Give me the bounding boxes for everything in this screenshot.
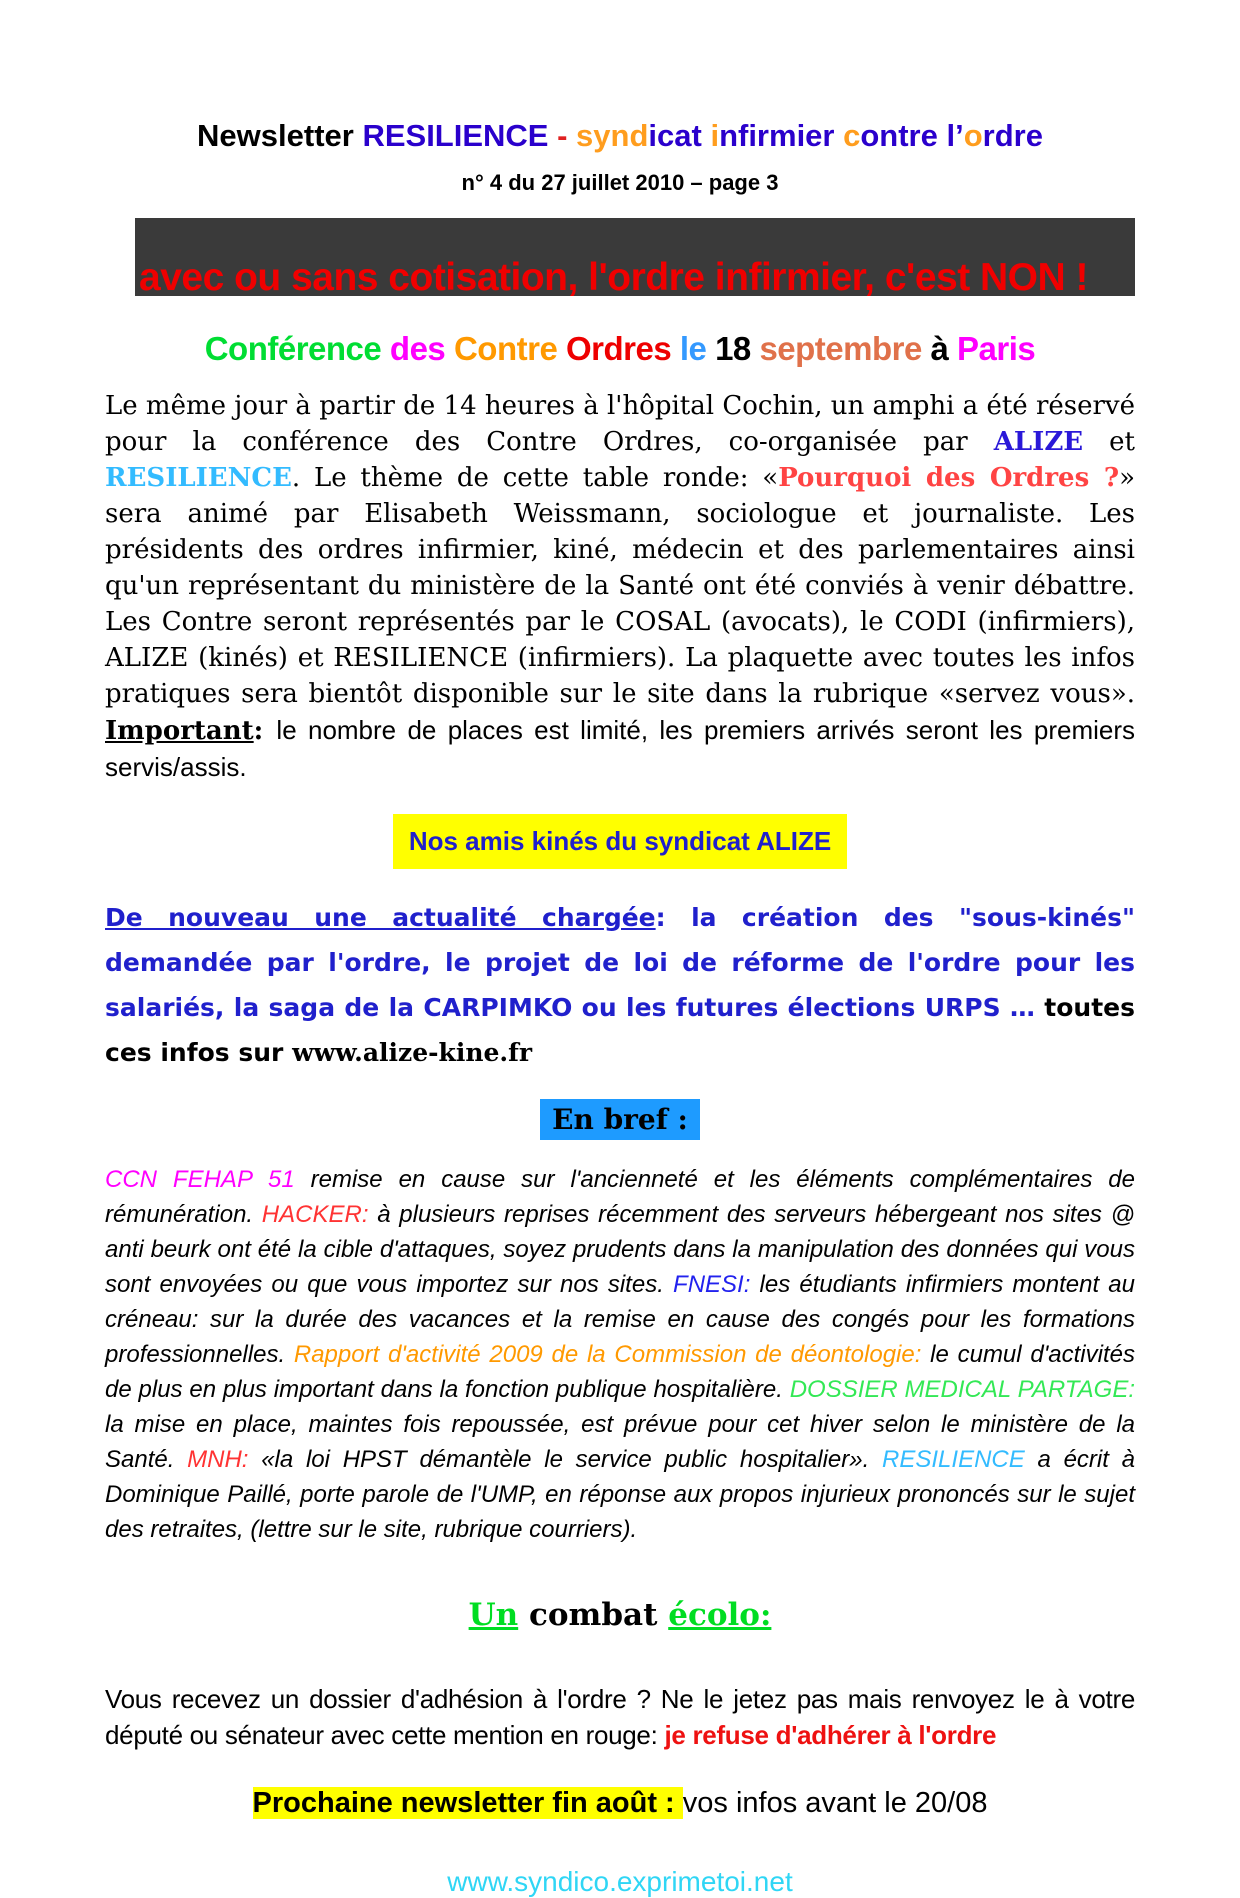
text-segment: septembre (759, 330, 931, 367)
text-segment: Pourquoi des Ordres ? (778, 463, 1120, 493)
text-segment: Prochaine newsletter fin août : (252, 1787, 683, 1819)
text-segment: c (843, 118, 861, 153)
text-segment: je refuse d'adhérer à l'ordre (664, 1720, 997, 1750)
text-segment: remise en cause sur l'ancienneté et les éléments complémentaires de rémunération. (105, 1166, 1135, 1228)
alize-box-row (105, 786, 1135, 869)
text-segment: 18 (715, 330, 760, 367)
text-segment: Vous recevez un dossier d'adhésion à l'ordre ? Ne le jetez pas mais renvoyez le à votre député ou sénateur avec cette mention en rouge: (105, 1684, 1135, 1750)
ecolo-heading (105, 1597, 1135, 1633)
text-segment: HACKER: (261, 1201, 369, 1228)
text-segment: o (963, 118, 983, 153)
text-segment: FNESI: (673, 1271, 751, 1298)
text-segment: le (679, 330, 716, 367)
text-segment: RESILIENCE (362, 118, 549, 153)
text-segment: Conférence (204, 330, 390, 367)
text-segment: à (930, 330, 958, 367)
banner-slogan: avec ou sans cotisation, l'ordre infirmier, c'est NON ! (139, 256, 1089, 299)
text-segment: Ordres (565, 330, 680, 367)
text-segment: synd (576, 118, 649, 153)
text-segment: à plusieurs reprises récemment des serveurs hébergeant nos sites @ anti beurk ont été la cible d'attaques, soyez prudents dans la manipulation des données qui vous sont envoyées ou que vous importez sur nos sites. (105, 1201, 1135, 1298)
text-segment: icat (648, 118, 711, 153)
text-segment: écolo: (668, 1597, 772, 1633)
text-segment: ontre l’ (860, 118, 964, 153)
text-segment: CCN FEHAP 51 (105, 1166, 295, 1193)
text-segment: nfirmier (719, 118, 844, 153)
text-segment: la mise en place, maintes fois repoussée, est prévue pour cet hiver selon le ministère de la Santé. (105, 1411, 1135, 1473)
text-segment: Un (468, 1597, 519, 1633)
text-segment: ALIZE (993, 427, 1084, 457)
newsletter-title (105, 118, 1135, 154)
text-segment: : la création des "sous-kinés" demandée par l'ordre, le projet de loi de réforme de l'ordre pour les salariés, la saga de la CARPIMKO ou les futures élections URPS … (105, 903, 1135, 1022)
text-segment: MNH: (187, 1446, 249, 1473)
banner (135, 218, 1135, 299)
text-segment: et (1083, 427, 1135, 457)
issue-line: n° 4 du 27 juillet 2010 – page 3 (461, 170, 779, 195)
text-segment: les étudiants infirmiers montent au créneau: sur la durée des vacances et la remise en cause des congés pour les formations professionnelles. (105, 1271, 1135, 1368)
conference-heading (105, 330, 1135, 368)
text-segment: DOSSIER MEDICAL PARTAGE: (789, 1376, 1135, 1403)
site-link[interactable]: www.syndico.exprimetoi.net (447, 1866, 793, 1897)
en-bref-heading: En bref : (540, 1099, 700, 1140)
text-segment: » sera animé par Elisabeth Weissmann, sociologue et journaliste. Les présidents des ordres infirmier, kiné, médecin et des parlementaires ainsi qu'un représentant du ministère de la Santé ont été conviés à venir débattre. Les Contre seront représentés par le COSAL (avocats), le CODI (infirmiers), ALIZE (kinés) et RESILIENCE (infirmiers). La plaquette avec toutes les infos pratiques sera bientôt disponible sur le site dans la rubrique «servez vous». (105, 463, 1135, 709)
next-newsletter-line (105, 1787, 1135, 1820)
text-segment: : (253, 716, 277, 746)
en-bref-row (105, 1075, 1135, 1140)
text-segment: RESILIENCE (882, 1446, 1025, 1473)
adhesion-paragraph (105, 1681, 1135, 1753)
text-segment: RESILIENCE (105, 463, 292, 493)
text-segment: des (389, 330, 454, 367)
text-segment: vos infos avant le 20/08 (682, 1787, 988, 1819)
text-segment: Rapport d'activité 2009 de la Commission de déontologie: (293, 1341, 922, 1368)
text-segment: Paris (957, 330, 1036, 367)
text-segment: toutes ces infos sur (105, 993, 1135, 1067)
text-segment: Important (105, 716, 254, 746)
text-segment: De nouveau une actualité chargée (105, 903, 656, 932)
alize-highlight-title: Nos amis kinés du syndicat ALIZE (393, 814, 847, 869)
text-segment: - (548, 118, 577, 153)
text-segment: . Le thème de cette table ronde: « (291, 463, 779, 493)
text-segment: Le même jour à partir de 14 heures à l'hôpital Cochin, un amphi a été réservé pour la conférence des Contre Ordres, co-organisée par (105, 391, 1135, 457)
text-segment: Contre (453, 330, 566, 367)
text-segment: Newsletter (197, 118, 363, 153)
text-segment: le nombre de places est limité, les premiers arrivés seront les premiers servis/assis. (105, 715, 1135, 782)
text-segment: a écrit à Dominique Paillé, porte parole de l'UMP, en réponse aux propos injurieux prononcés sur le sujet des retraites, (lettre sur le site, rubrique courriers). (105, 1446, 1135, 1543)
alize-news-paragraph (105, 895, 1135, 1075)
text-segment: combat (518, 1597, 669, 1633)
text-segment: i (710, 118, 720, 153)
text-segment: le cumul d'activités de plus en plus important dans la fonction publique hospitalière. (105, 1341, 1135, 1403)
text-segment: www.alize-kine.fr (292, 1038, 533, 1067)
intro-paragraph (105, 388, 1135, 786)
en-bref-paragraph (105, 1162, 1135, 1547)
text-segment: rdre (982, 118, 1043, 153)
text-segment: «la loi HPST démantèle le service public hospitalier». (248, 1446, 883, 1473)
